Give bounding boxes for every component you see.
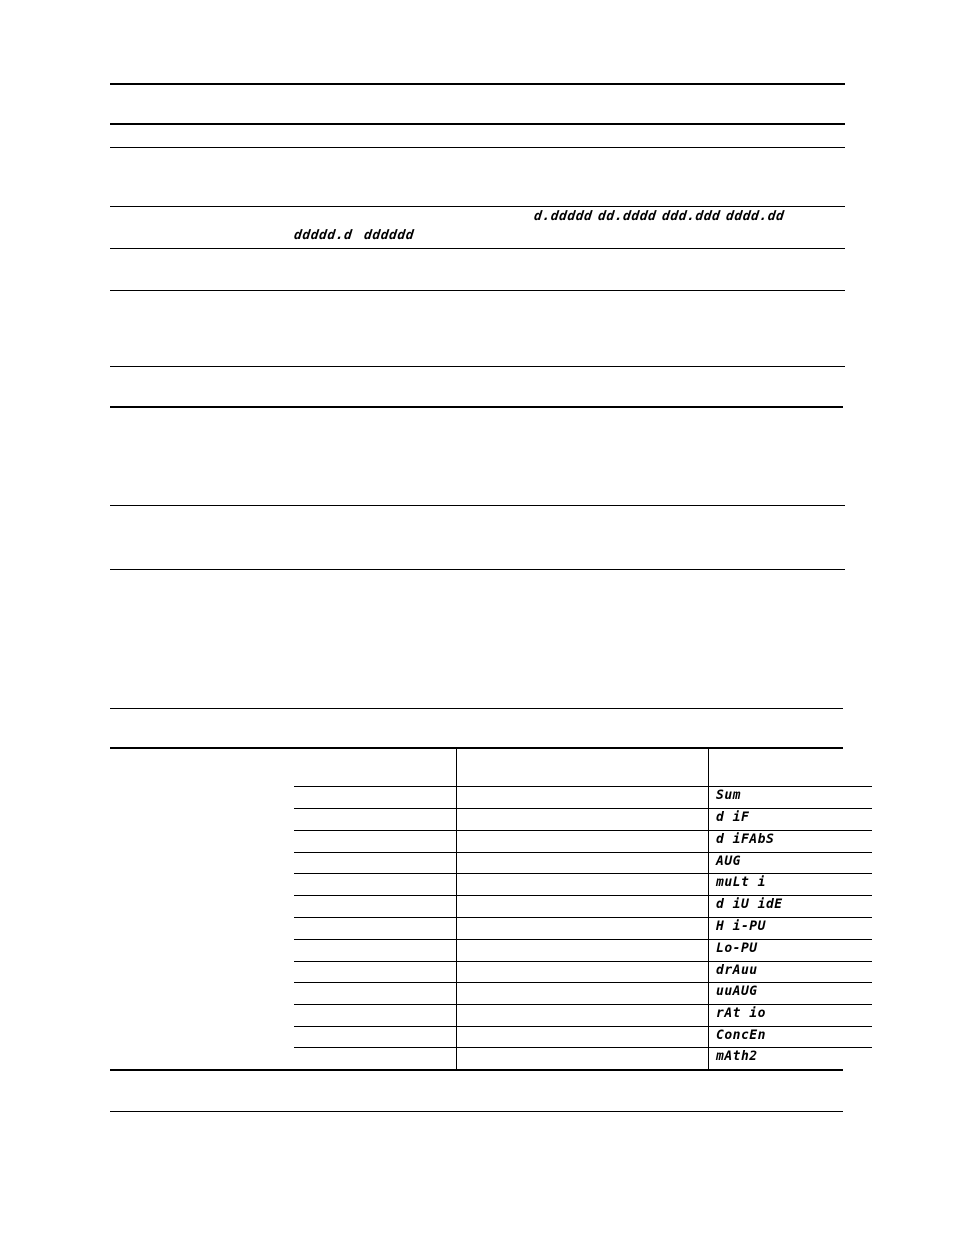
table-row-line bbox=[294, 1004, 872, 1005]
table-bottom-rule bbox=[110, 1069, 843, 1071]
footer-rule bbox=[110, 1111, 843, 1112]
format-ddd-ddd: ddd.ddd bbox=[661, 209, 722, 224]
algorithm-code-divide: d iU idE bbox=[716, 897, 783, 912]
table-row-line bbox=[294, 982, 872, 983]
table-row-line bbox=[294, 852, 872, 853]
algorithm-code-multi: muLt i bbox=[716, 875, 766, 890]
algorithm-code-concen: ConcEn bbox=[716, 1028, 766, 1043]
format-dddddd: dddddd bbox=[363, 228, 415, 243]
table-row-line bbox=[294, 808, 872, 809]
col-divider bbox=[456, 748, 457, 1069]
row-divider bbox=[110, 505, 845, 506]
row-divider bbox=[110, 708, 843, 709]
row-divider bbox=[110, 206, 845, 207]
algorithm-code-difabs: d iFAbS bbox=[716, 832, 775, 847]
header-rule bbox=[110, 83, 845, 85]
algorithm-code-ratio: rAt io bbox=[716, 1006, 766, 1021]
row-divider bbox=[110, 147, 845, 148]
table-row-line bbox=[294, 786, 872, 787]
table-row-line bbox=[294, 1026, 872, 1027]
algorithm-code-wavg: uuAUG bbox=[716, 984, 758, 999]
row-divider bbox=[110, 366, 845, 367]
col-divider bbox=[708, 748, 709, 1069]
algorithm-code-dif: d iF bbox=[716, 810, 750, 825]
table-row-line bbox=[294, 830, 872, 831]
format-ddddd-d: ddddd.d bbox=[293, 228, 354, 243]
format-dddd-dd: dddd.dd bbox=[725, 209, 786, 224]
row-divider bbox=[110, 406, 843, 408]
algorithm-code-draw: drAuu bbox=[716, 963, 758, 978]
row-divider bbox=[110, 248, 845, 249]
algorithm-code-sum: Sum bbox=[716, 788, 741, 803]
algorithm-code-lo-pv: Lo-PU bbox=[716, 941, 758, 956]
algorithm-code-math2: mAth2 bbox=[716, 1049, 758, 1064]
table-row-line bbox=[294, 1047, 872, 1048]
format-dd-dddd: dd.dddd bbox=[597, 209, 658, 224]
row-divider bbox=[110, 747, 843, 749]
table-row-line bbox=[294, 873, 872, 874]
table-row-line bbox=[294, 917, 872, 918]
table-row-line bbox=[294, 895, 872, 896]
table-row-line bbox=[294, 939, 872, 940]
table-top-rule bbox=[110, 123, 845, 125]
format-d-ddddd: d.ddddd bbox=[533, 209, 594, 224]
algorithm-code-avg: AUG bbox=[716, 854, 741, 869]
algorithm-code-hi-pv: H i-PU bbox=[716, 919, 766, 934]
table-row-line bbox=[294, 961, 872, 962]
row-divider bbox=[110, 569, 845, 570]
row-divider bbox=[110, 290, 845, 291]
